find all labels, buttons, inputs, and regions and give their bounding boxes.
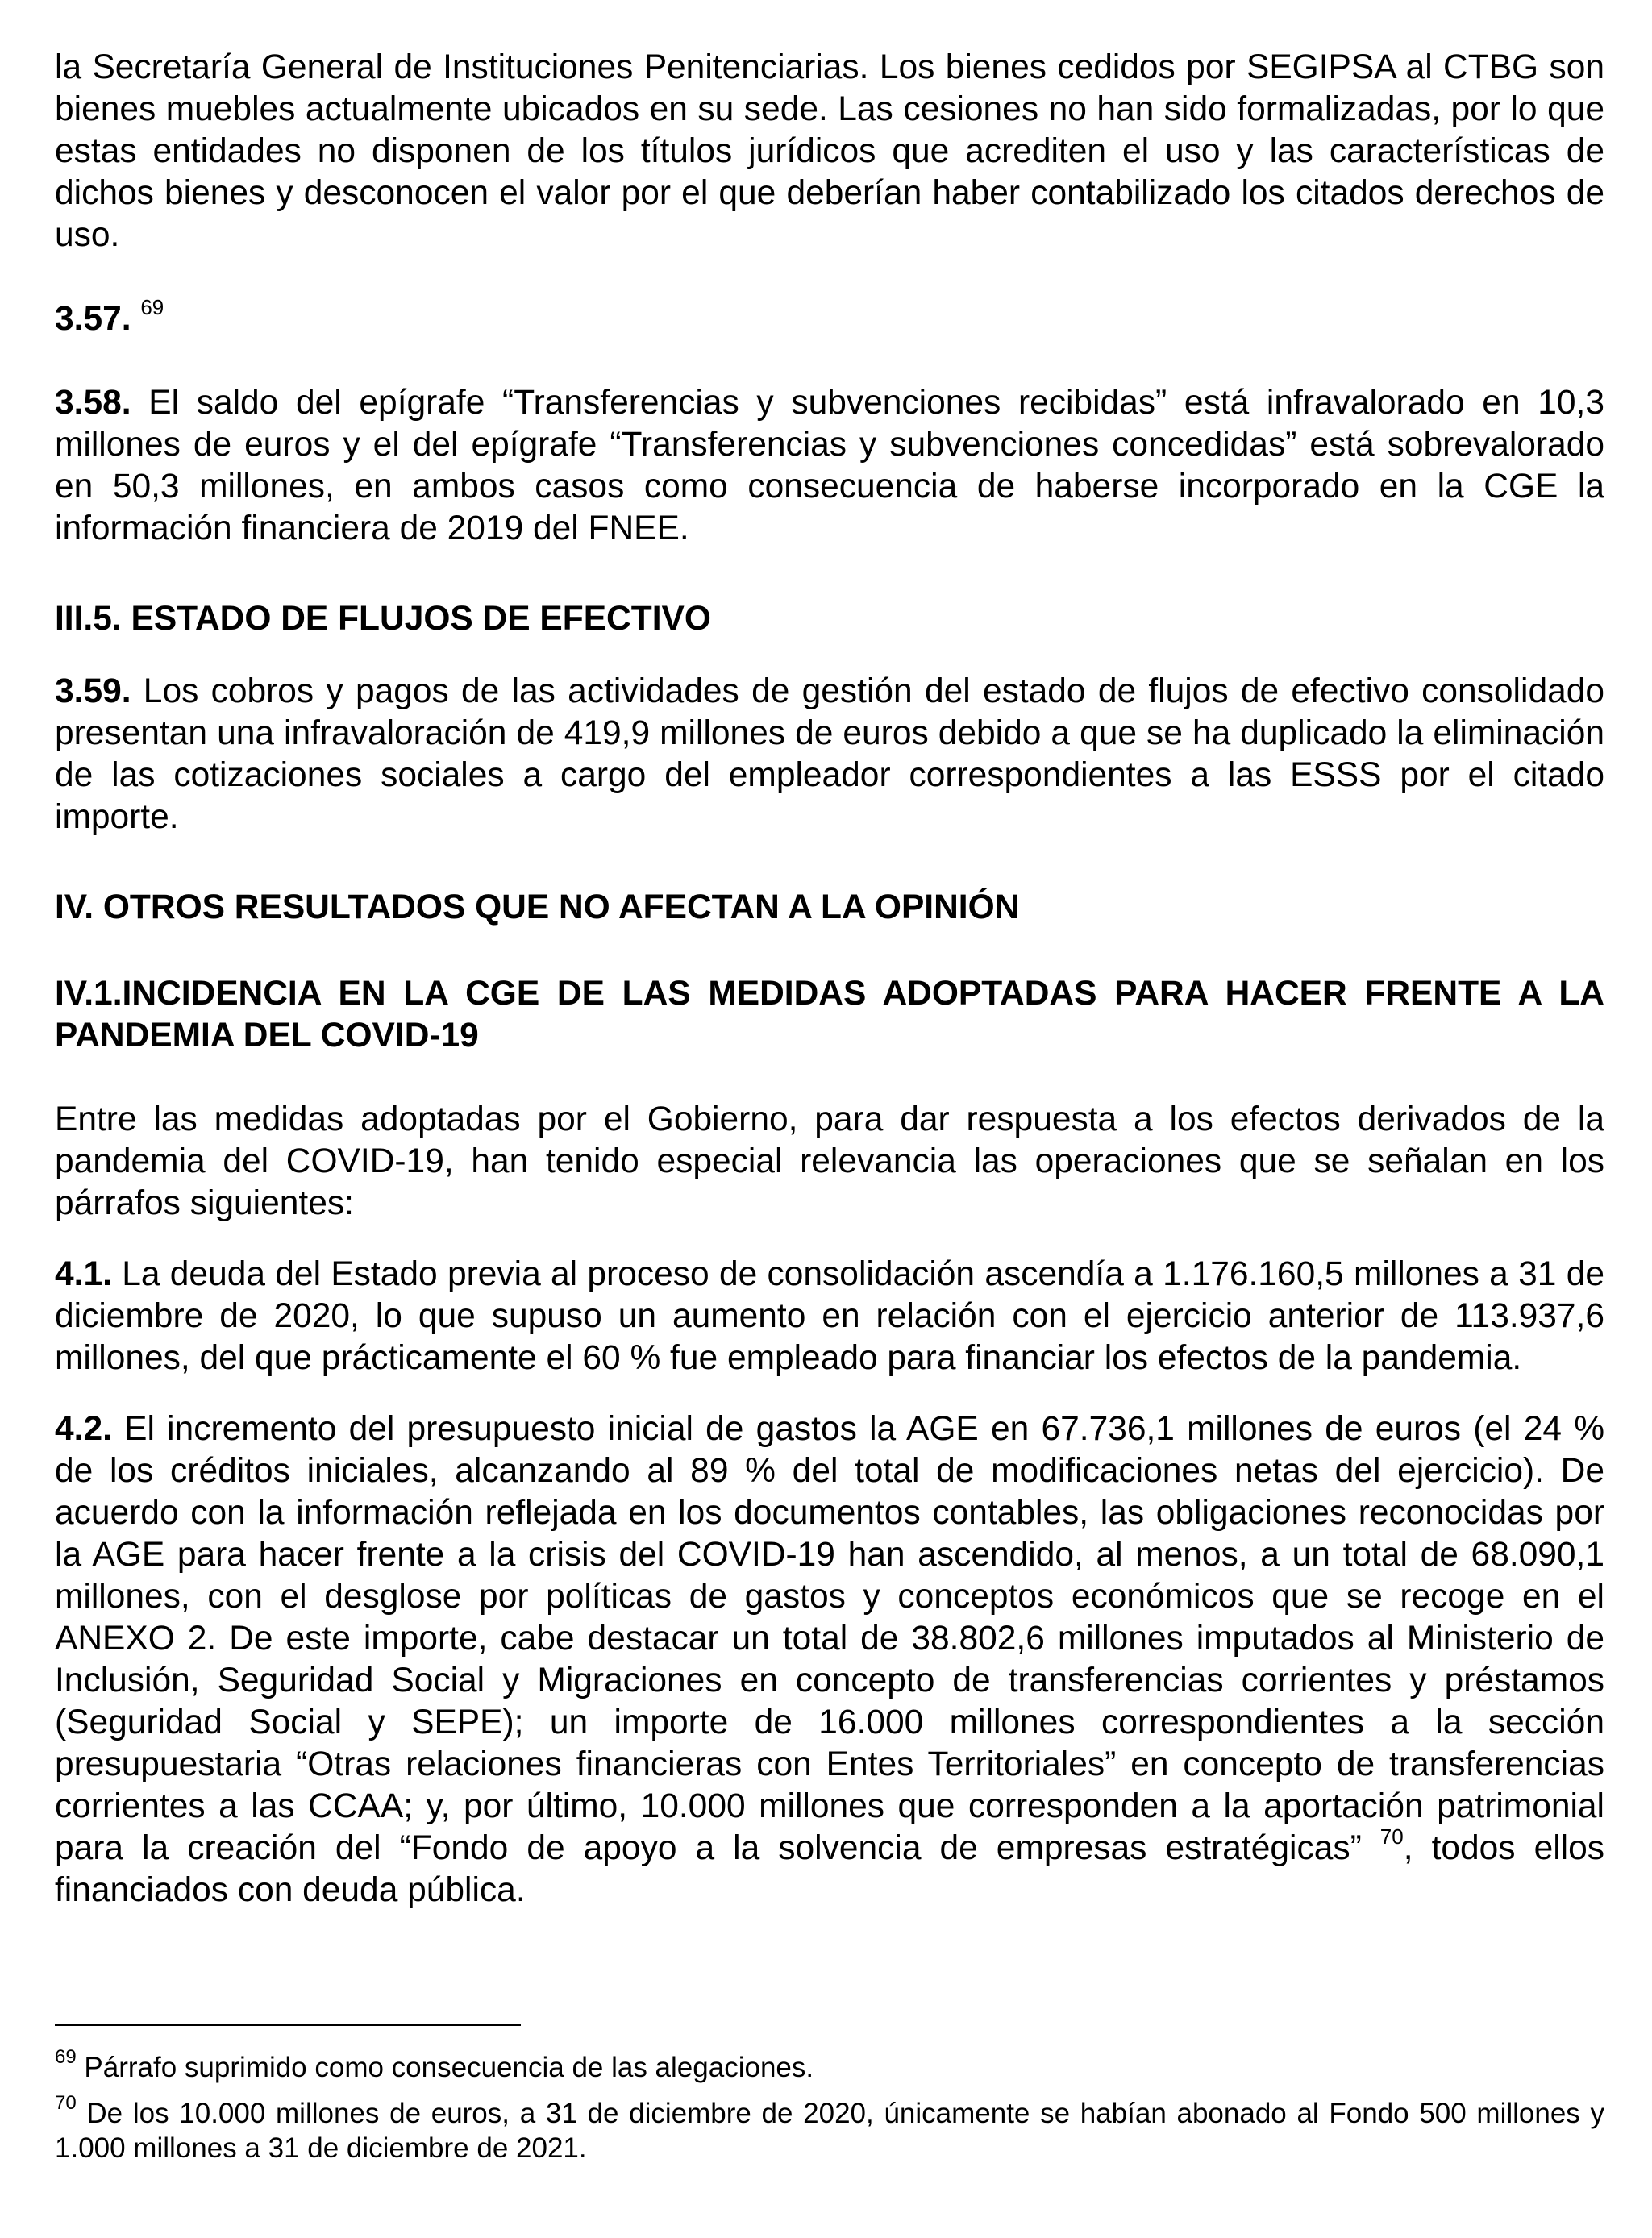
footnote-ref[interactable]: 70 — [1379, 1824, 1404, 1849]
paragraph-number: 3.58. — [55, 384, 131, 422]
section-heading-iv: IV. OTROS RESULTADOS QUE NO AFECTAN A LA OPINIÓN — [55, 888, 1020, 926]
footnote-69 — [55, 2046, 1604, 2085]
footnote-ref[interactable]: 69 — [140, 294, 164, 319]
paragraph-3-59 — [55, 671, 1604, 838]
paragraph-text: La deuda del Estado previa al proceso de consolidación ascendía a 1.176.160,5 millones a 31 de diciembre de 2020, lo que supuso un aumento en relación con el ejercicio anterior de 113.937,6 millones, del que prácticamente el 60 % fue empleado para financiar los efectos de la pandemia. — [55, 1255, 1604, 1377]
paragraph-4-1 — [55, 1254, 1604, 1379]
paragraph-intro: la Secretaría General de Instituciones Penitenciarias. Los bienes cedidos por SEGIPSA al CTBG son bienes muebles actualmente ubicados en su sede. Las cesiones no han sido formalizadas, por lo que estas entidades no disponen de los títulos jurídicos que acrediten el uso y las características de dichos bienes y desconocen el valor por el que deberían haber contabilizado los citados derechos de uso. — [55, 48, 1604, 254]
document-body — [55, 47, 1604, 1911]
paragraph-text: El saldo del epígrafe “Transferencias y subvenciones recibidas” está infravalorado en 10,3 millones de euros y el del epígrafe “Transferencias y subvenciones concedidas” está sobrevalorado en 50,3 millones, en ambos casos como consecuencia de haberse incorporado en la CGE la información financiera de 2019 del FNEE. — [55, 384, 1604, 547]
paragraph-number: 3.57. — [55, 300, 131, 338]
paragraph-text-end: , todos ellos financiados con deuda pública. — [55, 1829, 1604, 1909]
paragraph-iv-1-intro: Entre las medidas adoptadas por el Gobierno, para dar respuesta a los efectos derivados de la pandemia del COVID-19, han tenido especial relevancia las operaciones que se señalan en los párrafos siguientes: — [55, 1100, 1604, 1222]
paragraph-3-58 — [55, 382, 1604, 550]
paragraph-number: 3.59. — [55, 672, 131, 710]
paragraph-3-57 — [55, 294, 1604, 340]
paragraph-text: Los cobros y pagos de las actividades de gestión del estado de flujos de efectivo consolidado presentan una infravaloración de 419,9 millones de euros debido a que se ha duplicado la eliminación de las cotizaciones sociales a cargo del empleador correspondientes a las ESSS por el citado importe. — [55, 672, 1604, 836]
footnote-70 — [55, 2092, 1604, 2165]
footnote-number: 70 — [55, 2092, 77, 2115]
footnotes — [55, 2046, 1604, 2177]
section-heading-iii-5: III.5. ESTADO DE FLUJOS DE EFECTIVO — [55, 600, 711, 638]
section-heading-iv-1: IV.1.INCIDENCIA EN LA CGE DE LAS MEDIDAS ADOPTADAS PARA HACER FRENTE A LA PANDEMIA DEL COVID-19 — [55, 975, 1604, 1055]
paragraph-4-2 — [55, 1408, 1604, 1911]
footnote-text: Párrafo suprimido como consecuencia de las alegaciones. — [76, 2052, 814, 2083]
footnote-separator — [55, 2024, 521, 2026]
footnote-number: 69 — [55, 2046, 77, 2069]
paragraph-number: 4.2. — [55, 1410, 112, 1448]
footnote-text: De los 10.000 millones de euros, a 31 de diciembre de 2020, únicamente se habían abonado al Fondo 500 millones y 1.000 millones a 31 de diciembre de 2021. — [55, 2098, 1604, 2164]
paragraph-text: El incremento del presupuesto inicial de gastos la AGE en 67.736,1 millones de euros (el 24 % de los créditos iniciales, alcanzando al 89 % del total de modificaciones netas del ejercicio). De acuerdo con la información reflejada en los documentos contables, las obligaciones reconocidas por la AGE para hacer frente a la crisis del COVID-19 han ascendido, al menos, a un total de 68.090,1 millones, con el desglose por políticas de gastos y conceptos económicos que se recoge en el ANEXO 2. De este importe, cabe destacar un total de 38.802,6 millones imputados al Ministerio de Inclusión, Seguridad Social y Migraciones en concepto de transferencias corrientes y préstamos (Seguridad Social y SEPE); un importe de 16.000 millones correspondientes a la sección presupuestaria “Otras relaciones financieras con Entes Territoriales” en concepto de transferencias corrientes a las CCAA; y, por último, 10.000 millones que corresponden a la aportación patrimonial para la creación del “Fondo de apoyo a la solvencia de empresas estratégicas” — [55, 1410, 1604, 1867]
paragraph-number: 4.1. — [55, 1255, 112, 1293]
